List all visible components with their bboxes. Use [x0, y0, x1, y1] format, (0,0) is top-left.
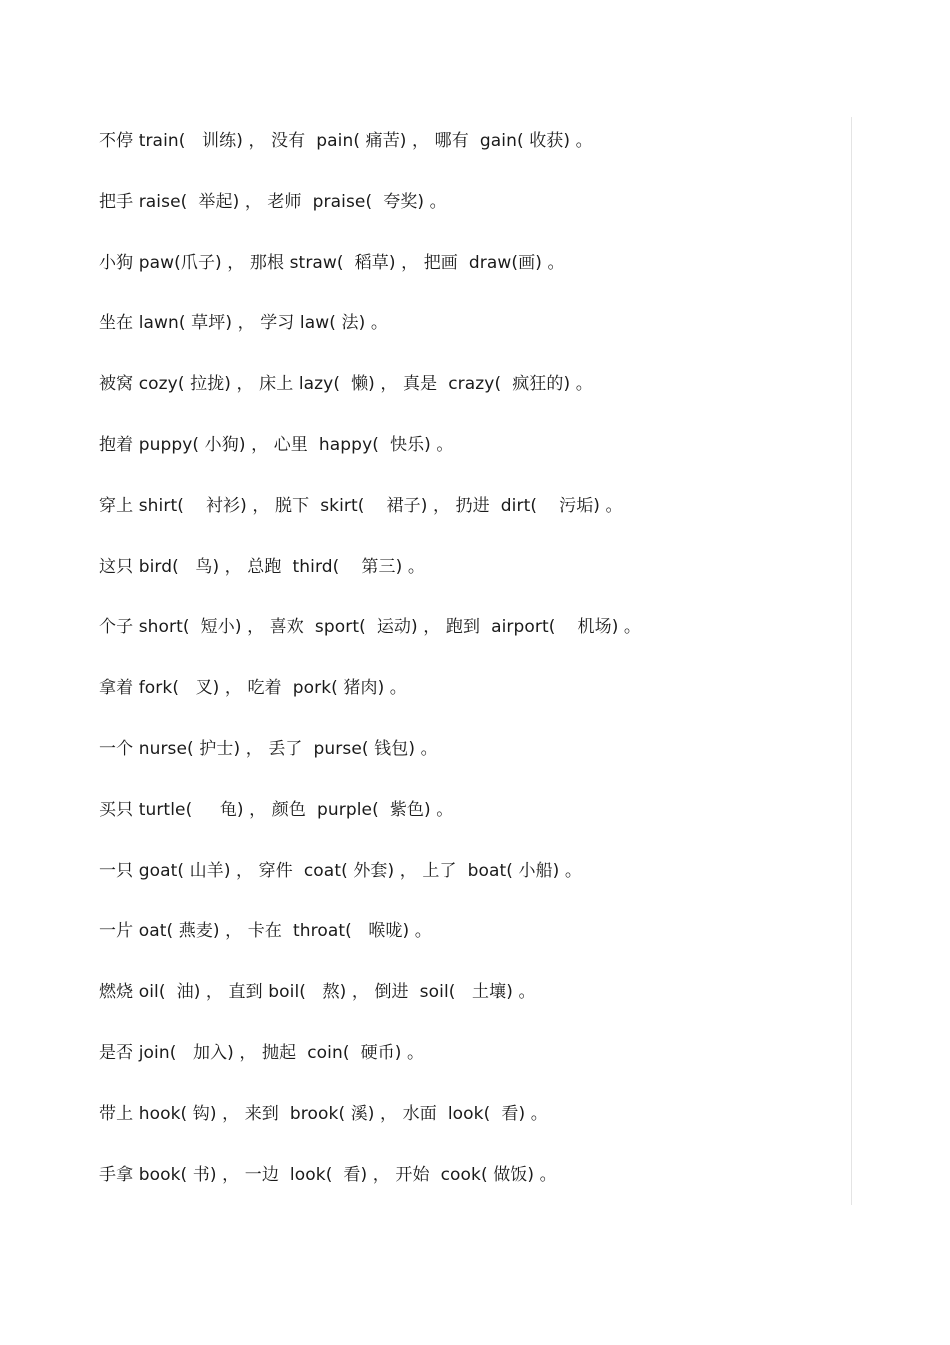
verse-line: 燃烧 oil( 油) ， 直到 boil( 熬) ， 倒进 soil( 土壤) 。 [99, 982, 536, 1003]
verse-line: 被窝 cozy( 拉拢) ， 床上 lazy( 懒) ， 真是 crazy( 疯狂的) 。 [99, 374, 593, 395]
verse-line: 坐在 lawn( 草坪) ， 学习 law( 法) 。 [99, 313, 388, 334]
verse-line: 个子 short( 短小) ， 喜欢 sport( 运动) ， 跑到 airport( 机场) 。 [99, 617, 642, 638]
verse-line: 把手 raise( 举起) ， 老师 praise( 夸奖) 。 [99, 191, 447, 212]
verse-line: 穿上 shirt( 衬衫) ， 脱下 skirt( 裙子) ， 扔进 dirt( 污垢) 。 [99, 495, 623, 516]
verse-line: 是否 join( 加入) ， 抛起 coin( 硬币) 。 [99, 1042, 425, 1063]
verse-line: 买只 turtle( 龟) ， 颜色 purple( 紫色) 。 [99, 799, 454, 820]
verse-line: 一片 oat( 燕麦) ， 卡在 throat( 喉咙) 。 [99, 921, 432, 942]
verse-line: 一个 nurse( 护士) ， 丢了 purse( 钱包) 。 [99, 738, 438, 759]
verse-line: 手拿 book( 书) ， 一边 look( 看) ， 开始 cook( 做饭) 。 [99, 1164, 557, 1185]
page-divider [851, 117, 852, 1205]
verse-line: 带上 hook( 钩) ， 来到 brook( 溪) ， 水面 look( 看) 。 [99, 1103, 548, 1124]
verse-line: 不停 train( 训练) ， 没有 pain( 痛苦) ， 哪有 gain( 收获) 。 [99, 131, 593, 151]
verse-line: 小狗 paw(爪子) ， 那根 straw( 稻草) ， 把画 draw(画) 。 [99, 252, 565, 273]
verse-line: 拿着 fork( 叉) ， 吃着 pork( 猪肉) 。 [99, 678, 407, 699]
verse-line: 抱着 puppy( 小狗) ， 心里 happy( 快乐) 。 [99, 434, 454, 455]
verse-list [99, 126, 839, 1220]
verse-line: 一只 goat( 山羊) ， 穿件 coat( 外套) ， 上了 boat( 小船) 。 [99, 860, 583, 881]
verse-line: 这只 bird( 鸟) ， 总跑 third( 第三) 。 [99, 556, 425, 577]
